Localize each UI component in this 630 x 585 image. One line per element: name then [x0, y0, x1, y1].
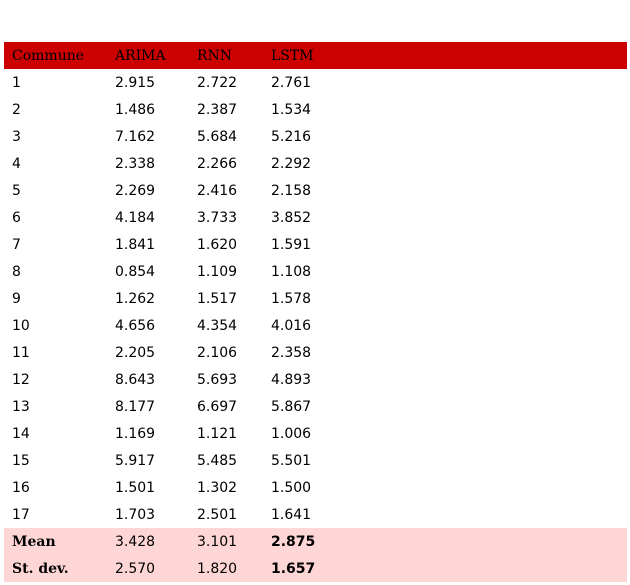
cell-arima: 1.169: [115, 425, 156, 442]
cell-rnn: 5.693: [197, 371, 238, 388]
cell-arima: 7.162: [115, 128, 156, 145]
cell-commune: 15: [12, 452, 30, 469]
table-row: [4, 393, 627, 420]
cell-arima: 4.184: [115, 209, 156, 226]
results-table-container: [4, 42, 627, 582]
cell-commune: 5: [12, 182, 21, 199]
cell-rnn: 5.485: [197, 452, 238, 469]
cell-lstm: 2.292: [271, 155, 312, 172]
cell-arima: 2.269: [115, 182, 156, 199]
table-row: [4, 474, 627, 501]
stdev-row: [4, 555, 627, 582]
cell-commune: 12: [12, 371, 30, 388]
cell-commune: 1: [12, 74, 21, 91]
cell-commune: 17: [12, 506, 30, 523]
table-row: [4, 312, 627, 339]
cell-rnn: 1.121: [197, 425, 238, 442]
cell-lstm: 5.216: [271, 128, 312, 145]
cell-commune: 3: [12, 128, 21, 145]
cell-rnn: 2.106: [197, 344, 238, 361]
stdev-label: St. dev.: [12, 560, 69, 577]
header-row: [4, 42, 627, 69]
cell-arima: 2.915: [115, 74, 156, 91]
cell-commune: 2: [12, 101, 21, 118]
header-commune: Commune: [12, 47, 85, 64]
cell-lstm: 1.006: [271, 425, 312, 442]
cell-arima: 2.205: [115, 344, 156, 361]
mean-arima: 3.428: [115, 533, 156, 550]
cell-lstm: 2.358: [271, 344, 312, 361]
table-row: [4, 420, 627, 447]
cell-rnn: 2.416: [197, 182, 238, 199]
cell-lstm: 5.501: [271, 452, 312, 469]
table-body: [4, 69, 627, 582]
cell-rnn: 1.302: [197, 479, 238, 496]
cell-commune: 8: [12, 263, 21, 280]
cell-lstm: 1.534: [271, 101, 312, 118]
cell-arima: 8.643: [115, 371, 156, 388]
cell-arima: 1.703: [115, 506, 156, 523]
cell-arima: 8.177: [115, 398, 156, 415]
cell-commune: 7: [12, 236, 21, 253]
cell-lstm: 1.500: [271, 479, 312, 496]
table-row: [4, 366, 627, 393]
cell-arima: 1.262: [115, 290, 156, 307]
table-row: [4, 123, 627, 150]
cell-rnn: 3.733: [197, 209, 238, 226]
cell-lstm: 3.852: [271, 209, 312, 226]
cell-lstm: 2.158: [271, 182, 312, 199]
cell-commune: 14: [12, 425, 30, 442]
cell-lstm: 1.591: [271, 236, 312, 253]
cell-arima: 4.656: [115, 317, 156, 334]
table-row: [4, 69, 627, 96]
mean-lstm: 2.875: [271, 533, 316, 550]
cell-rnn: 1.517: [197, 290, 238, 307]
header-rnn: RNN: [197, 47, 233, 64]
cell-rnn: 2.501: [197, 506, 238, 523]
cell-lstm: 1.108: [271, 263, 312, 280]
cell-lstm: 1.578: [271, 290, 312, 307]
cell-rnn: 1.620: [197, 236, 238, 253]
cell-commune: 11: [12, 344, 30, 361]
cell-commune: 16: [12, 479, 30, 496]
cell-arima: 5.917: [115, 452, 156, 469]
cell-rnn: 2.387: [197, 101, 238, 118]
cell-rnn: 2.266: [197, 155, 238, 172]
cell-commune: 6: [12, 209, 21, 226]
results-table: [4, 42, 627, 582]
cell-rnn: 4.354: [197, 317, 238, 334]
table-row: [4, 339, 627, 366]
table-row: [4, 285, 627, 312]
cell-arima: 1.841: [115, 236, 156, 253]
table-row: [4, 204, 627, 231]
cell-lstm: 1.641: [271, 506, 312, 523]
table-row: [4, 258, 627, 285]
cell-lstm: 5.867: [271, 398, 312, 415]
mean-row: [4, 528, 627, 555]
stdev-arima: 2.570: [115, 560, 156, 577]
cell-commune: 13: [12, 398, 30, 415]
table-row: [4, 501, 627, 528]
header-lstm: LSTM: [271, 47, 314, 64]
table-row: [4, 231, 627, 258]
cell-commune: 10: [12, 317, 30, 334]
table-row: [4, 177, 627, 204]
cell-arima: 0.854: [115, 263, 156, 280]
table-row: [4, 447, 627, 474]
cell-rnn: 1.109: [197, 263, 238, 280]
cell-arima: 1.501: [115, 479, 156, 496]
cell-rnn: 5.684: [197, 128, 238, 145]
mean-label: Mean: [12, 533, 56, 550]
cell-lstm: 4.893: [271, 371, 312, 388]
table-row: [4, 150, 627, 177]
stdev-lstm: 1.657: [271, 560, 316, 577]
mean-rnn: 3.101: [197, 533, 238, 550]
stdev-rnn: 1.820: [197, 560, 238, 577]
table-row: [4, 96, 627, 123]
cell-commune: 9: [12, 290, 21, 307]
cell-lstm: 2.761: [271, 74, 312, 91]
table-header: [4, 42, 627, 69]
cell-arima: 1.486: [115, 101, 156, 118]
cell-rnn: 2.722: [197, 74, 238, 91]
cell-arima: 2.338: [115, 155, 156, 172]
cell-rnn: 6.697: [197, 398, 238, 415]
cell-commune: 4: [12, 155, 21, 172]
header-arima: ARIMA: [115, 47, 166, 64]
cell-lstm: 4.016: [271, 317, 312, 334]
